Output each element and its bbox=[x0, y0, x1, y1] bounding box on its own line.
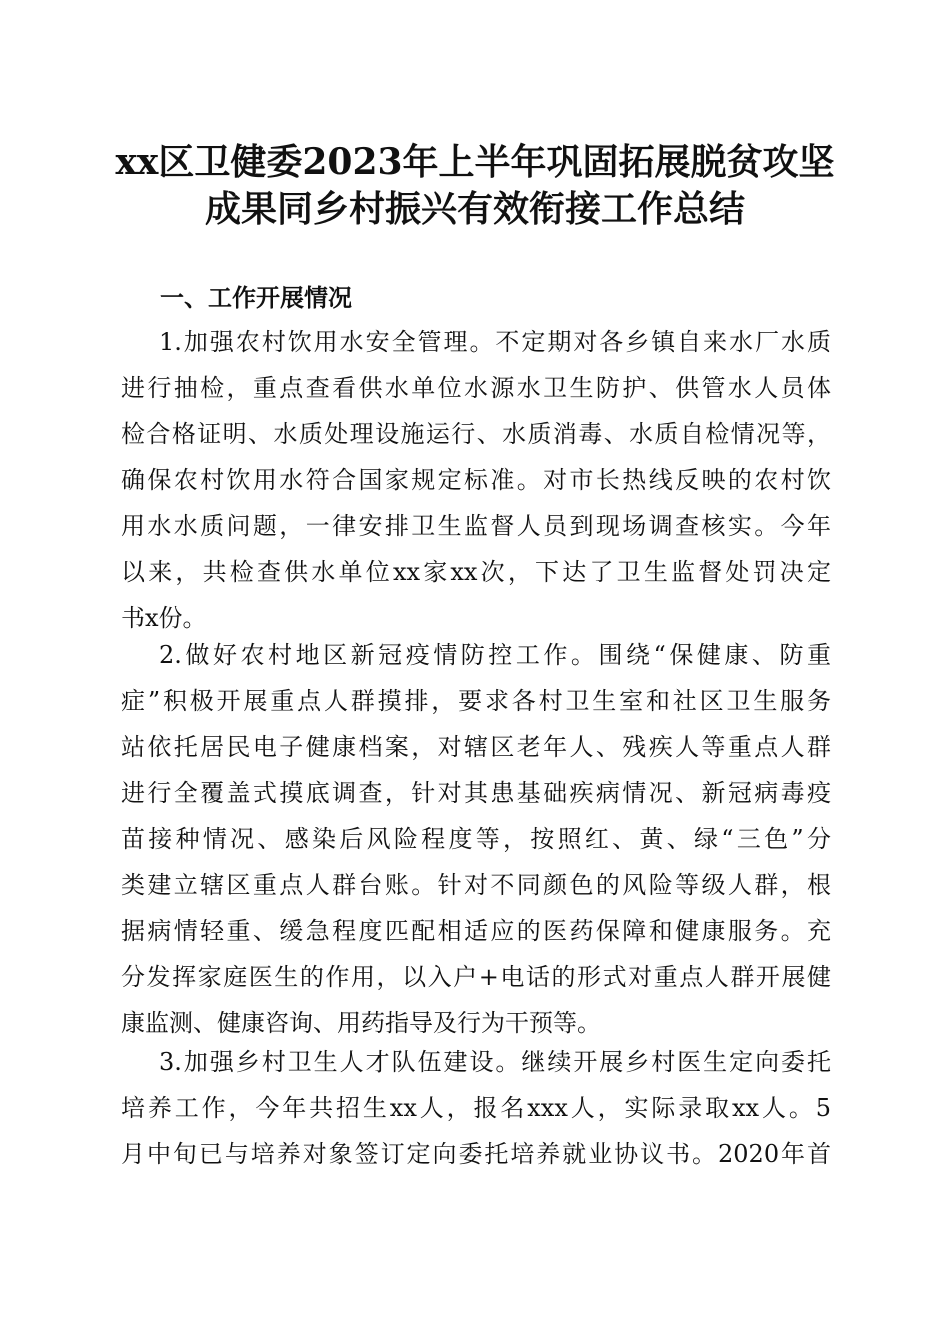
paragraph-talent-building bbox=[121, 1039, 831, 1177]
paragraph-line: 书x份。 bbox=[121, 604, 207, 632]
section-heading: 一、工作开展情况 bbox=[160, 284, 352, 312]
paragraph-line: 据病情轻重、缓急程度匹配相适应的医药保障和健康服务。充 bbox=[121, 917, 831, 945]
document-title-line-2: 成果同乡村振兴有效衔接工作总结 bbox=[204, 188, 745, 230]
paragraph-line: 2.做好农村地区新冠疫情防控工作。围绕“保健康、防重 bbox=[159, 641, 831, 669]
paragraph-line: 确保农村饮用水符合国家规定标准。对市长热线反映的农村饮 bbox=[121, 466, 831, 494]
paragraph-line: 进行全覆盖式摸底调查，针对其患基础疾病情况、新冠病毒疫 bbox=[121, 779, 831, 807]
paragraph-line: 月中旬已与培养对象签订定向委托培养就业协议书。2020年首 bbox=[121, 1140, 831, 1168]
paragraph-epidemic-control bbox=[121, 632, 831, 1046]
paragraph-line: 康监测、健康咨询、用药指导及行为干预等。 bbox=[121, 1009, 601, 1037]
paragraph-line: 检合格证明、水质处理设施运行、水质消毒、水质自检情况等， bbox=[121, 420, 831, 448]
paragraph-line: 1.加强农村饮用水安全管理。不定期对各乡镇自来水厂水质 bbox=[159, 328, 831, 356]
paragraph-line: 分发挥家庭医生的作用，以入户+电话的形式对重点人群开展健 bbox=[121, 963, 831, 991]
paragraph-line: 培养工作，今年共招生xx人，报名xxx人，实际录取xx人。5 bbox=[121, 1094, 831, 1122]
paragraph-line: 苗接种情况、感染后风险程度等，按照红、黄、绿“三色”分 bbox=[121, 825, 831, 853]
paragraph-water-safety bbox=[121, 319, 831, 641]
paragraph-line: 站依托居民电子健康档案，对辖区老年人、残疾人等重点人群 bbox=[121, 733, 831, 761]
paragraph-line: 3.加强乡村卫生人才队伍建设。继续开展乡村医生定向委托 bbox=[159, 1048, 831, 1076]
paragraph-line: 进行抽检，重点查看供水单位水源水卫生防护、供管水人员体 bbox=[121, 374, 831, 402]
paragraph-line: 用水水质问题，一律安排卫生监督人员到现场调查核实。今年 bbox=[121, 512, 831, 540]
paragraph-line: 症”积极开展重点人群摸排，要求各村卫生室和社区卫生服务 bbox=[121, 687, 831, 715]
paragraph-line: 类建立辖区重点人群台账。针对不同颜色的风险等级人群，根 bbox=[121, 871, 831, 899]
document-title-line-1: xx区卫健委2023年上半年巩固拓展脱贫攻坚 bbox=[115, 141, 835, 183]
paragraph-line: 以来，共检查供水单位xx家xx次，下达了卫生监督处罚决定 bbox=[121, 558, 831, 586]
